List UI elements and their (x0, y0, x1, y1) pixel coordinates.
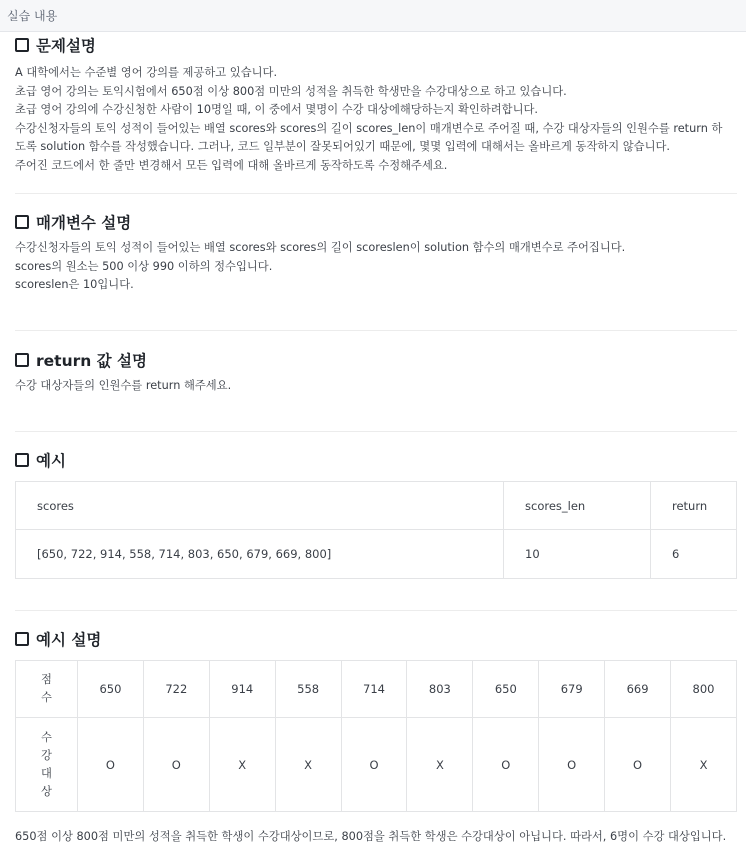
target-cell: O (341, 718, 407, 812)
score-cell: 714 (341, 661, 407, 718)
explanation-summary: 650점 이상 800점 미만의 성적을 취득한 학생이 수강대상이므로, 800점을 취득한 학생은 수강대상이 아닙니다. 따라서, 6명이 수강 대상입니다. (15, 830, 727, 843)
problem-line: 수강신청자들의 토익 성적이 들어있는 배열 scores와 scores의 길이 scores_len이 매개변수로 주어질 때, 수강 대상자들의 인원수를 return 하도록 solution 함수를 작성했습니다. 그러나, 코드 일부분이 잘못되어있기 때문에, 몇몇 입력에 대해서는 올바르게 동작하지 않습니다. (15, 121, 723, 154)
explanation-heading-text: 예시 설명 (36, 631, 102, 649)
score-cell: 679 (539, 661, 605, 718)
example-cell-scores: [650, 722, 914, 558, 714, 803, 650, 679, 669, 800] (16, 530, 504, 579)
score-row-label: 점 수 (16, 661, 78, 718)
example-header-cell: scores (16, 482, 504, 530)
section-params (15, 210, 737, 331)
return-heading (15, 348, 737, 372)
square-bullet-icon (15, 632, 29, 646)
score-cell: 650 (78, 661, 144, 718)
problem-line: 주어진 코드에서 한 줄만 변경해서 모든 입력에 대해 올바르게 동작하도록 수정해주세요. (15, 158, 448, 172)
score-cell: 669 (605, 661, 671, 718)
example-cell-scores-len: 10 (504, 530, 651, 579)
example-header-row (16, 482, 737, 530)
return-heading-text: return 값 설명 (36, 352, 147, 370)
square-bullet-icon (15, 215, 29, 229)
target-cell: X (671, 718, 737, 812)
return-text (15, 377, 737, 396)
params-heading (15, 210, 737, 234)
header-bar (0, 0, 746, 32)
target-cell: O (78, 718, 144, 812)
explanation-table (15, 660, 737, 812)
explanation-heading (15, 627, 737, 651)
target-cell: O (143, 718, 209, 812)
target-row-label: 수 강 대 상 (16, 718, 78, 812)
section-explanation (15, 627, 737, 844)
problem-line: A 대학에서는 수준별 영어 강의를 제공하고 있습니다. (15, 66, 278, 79)
score-cell: 650 (473, 661, 539, 718)
score-cell: 803 (407, 661, 473, 718)
square-bullet-icon (15, 453, 29, 467)
example-header-cell: scores_len (504, 482, 651, 530)
params-text (15, 239, 737, 295)
params-line: scores의 원소는 500 이상 990 이하의 정수입니다. (15, 259, 273, 273)
params-line: 수강신청자들의 토익 성적이 들어있는 배열 scores와 scores의 길이 scoreslen이 solution 함수의 매개변수로 주어집니다. (15, 241, 626, 254)
target-cell: X (407, 718, 473, 812)
square-bullet-icon (15, 38, 29, 52)
problem-line: 초급 영어 강의는 토익시험에서 650점 이상 800점 미만의 성적을 취득한 학생만을 수강대상으로 하고 있습니다. (15, 84, 567, 98)
target-row (16, 718, 737, 812)
example-cell-return: 6 (651, 530, 737, 579)
header-title: 실습 내용 (7, 9, 58, 23)
example-heading-text: 예시 (36, 452, 66, 470)
example-table (15, 481, 737, 579)
params-heading-text: 매개변수 설명 (36, 214, 132, 232)
problem-line: 초급 영어 강의에 수강신청한 사람이 10명일 때, 이 중에서 몇명이 수강 대상에해당하는지 확인하려합니다. (15, 103, 538, 117)
target-cell: X (209, 718, 275, 812)
score-row (16, 661, 737, 718)
target-cell: X (275, 718, 341, 812)
example-header-cell: return (651, 482, 737, 530)
score-cell: 722 (143, 661, 209, 718)
problem-text (15, 64, 737, 176)
params-line: scoreslen은 10입니다. (15, 278, 134, 292)
return-line: 수강 대상자들의 인원수를 return 해주세요. (15, 379, 232, 392)
problem-heading-text: 문제설명 (36, 37, 96, 55)
section-example (15, 448, 737, 611)
section-problem (15, 33, 737, 194)
score-cell: 800 (671, 661, 737, 718)
problem-heading (15, 33, 737, 57)
example-data-row (16, 530, 737, 579)
score-cell: 558 (275, 661, 341, 718)
content (15, 32, 737, 844)
target-cell: O (539, 718, 605, 812)
score-cell: 914 (209, 661, 275, 718)
section-return (15, 348, 737, 432)
target-cell: O (473, 718, 539, 812)
target-cell: O (605, 718, 671, 812)
square-bullet-icon (15, 353, 29, 367)
example-heading (15, 448, 737, 472)
